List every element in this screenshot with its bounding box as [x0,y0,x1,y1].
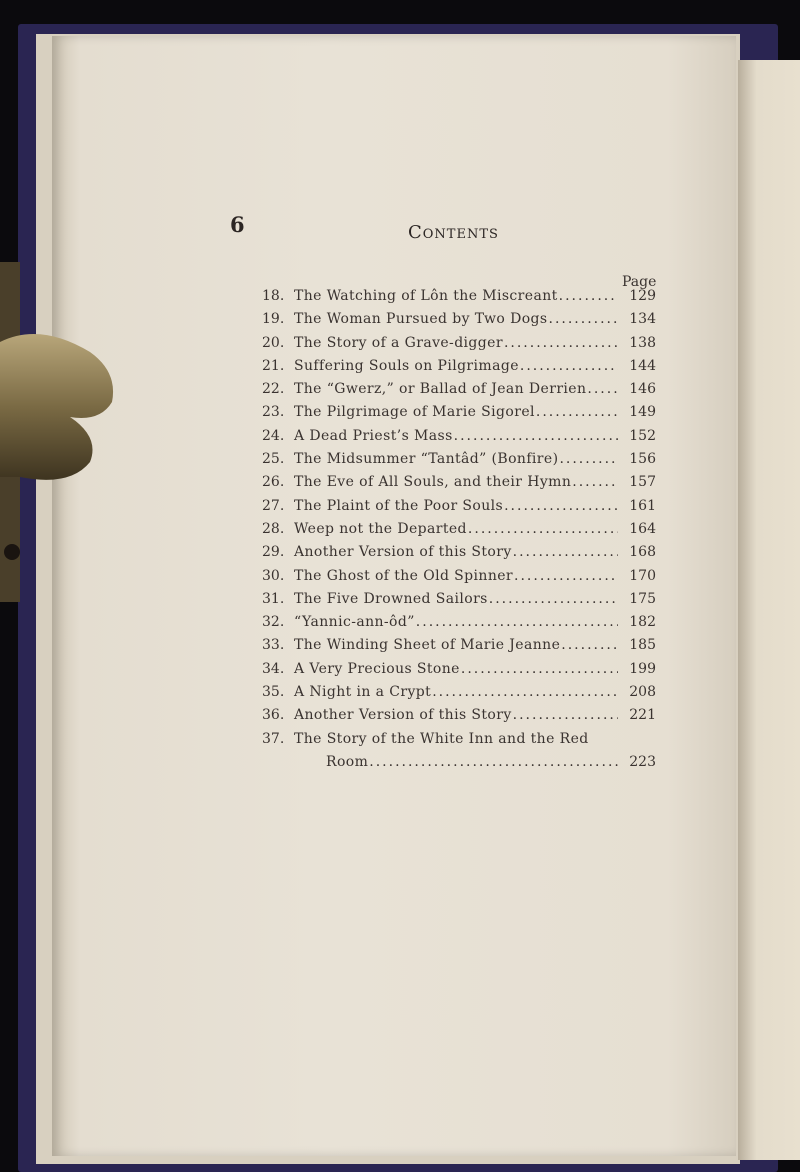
entry-title: Weep not the Departed [294,520,467,537]
toc-entry [262,707,656,730]
table-of-contents [262,288,656,777]
entry-number: 27. [262,497,285,514]
entry-title: Another Version of this Story [294,707,512,724]
dot-leader [514,568,618,584]
entry-page: 134 [629,311,656,328]
dot-leader [489,591,618,607]
entry-title: Another Version of this Story [294,544,512,561]
toc-entry [262,358,656,381]
toc-entry [262,521,656,544]
entry-title: The Plaint of the Poor Souls [294,497,504,514]
entry-title: A Night in a Crypt [294,684,432,701]
dot-leader [559,451,618,467]
dot-leader [468,521,618,537]
dot-leader [504,498,618,514]
entry-page: 144 [629,357,656,374]
entry-page: 129 [629,288,656,304]
entry-title: A Very Precious Stone [294,660,460,677]
entry-page: 182 [629,614,656,631]
entry-number: 30. [262,567,285,584]
entry-page: 157 [629,474,656,491]
entry-page: 164 [629,520,656,537]
toc-entry [262,404,656,427]
dot-leader [416,614,618,630]
dot-leader [432,684,618,700]
entry-title: The “Gwerz,” or Ballad of Jean Derrien [294,381,587,398]
entry-number: 28. [262,520,285,537]
toc-entry-continued [262,754,656,777]
dot-leader [520,358,618,374]
entry-number: 33. [262,637,285,654]
entry-number: 24. [262,427,285,444]
entry-number: 21. [262,357,285,374]
entry-number: 31. [262,590,285,607]
entry-number: 25. [262,451,285,468]
toc-entry [262,335,656,358]
entry-number: 23. [262,404,285,421]
dot-leader [504,335,618,351]
entry-title: The Story of a Grave-digger [294,334,503,351]
toc-entry [262,428,656,451]
entry-number: 34. [262,660,285,677]
toc-entry [262,544,656,567]
toc-entry [262,684,656,707]
toc-entry [262,474,656,497]
toc-entry [262,288,656,311]
dot-leader [559,288,618,304]
entry-title: The Eve of All Souls, and their Hymn [294,474,572,491]
toc-entry [262,311,656,334]
entry-title: Suffering Souls on Pilgrimage [294,357,519,374]
toc-entry [262,498,656,521]
entry-page: 161 [629,497,656,514]
dot-leader [513,544,618,560]
dot-leader [549,311,619,327]
entry-page: 170 [629,567,656,584]
entry-title: The Ghost of the Old Spinner [294,567,514,584]
entry-page: 138 [629,334,656,351]
dot-leader [587,381,618,397]
entry-page: 199 [629,660,656,677]
entry-page: 146 [629,381,656,398]
entry-page: 208 [629,684,656,701]
entry-number: 37. [262,730,285,747]
entry-number: 19. [262,311,285,328]
dot-leader [536,404,618,420]
dot-leader [513,707,618,723]
toc-entry [262,661,656,684]
entry-number: 36. [262,707,285,724]
entry-page: 221 [629,707,656,724]
entry-number: 29. [262,544,285,561]
entry-number: 18. [262,288,285,304]
page-title: Contents [408,222,499,243]
toc-entry [262,591,656,614]
toc-entry [262,451,656,474]
toc-entry [262,637,656,660]
entry-page: 152 [629,427,656,444]
entry-number: 35. [262,684,285,701]
entry-page: 175 [629,590,656,607]
dot-leader [572,474,618,490]
entry-title: The Midsummer “Tantâd” (Bonfire) [294,451,559,468]
entry-title: The Five Drowned Sailors [294,590,488,607]
entry-title-continued: Room [326,753,369,770]
brass-clip-icon [0,262,118,602]
entry-page: 168 [629,544,656,561]
page-number: 6 [230,212,245,237]
entry-number: 32. [262,614,285,631]
toc-entry [262,381,656,404]
entry-title: A Dead Priest’s Mass [294,427,453,444]
entry-title: The Woman Pursued by Two Dogs [294,311,548,328]
entry-title: The Winding Sheet of Marie Jeanne [294,637,561,654]
dot-leader [561,637,618,653]
entry-number: 22. [262,381,285,398]
entry-page: 185 [629,637,656,654]
entry-page: 149 [629,404,656,421]
dot-leader [461,661,618,677]
dot-leader [454,428,618,444]
entry-number: 26. [262,474,285,491]
toc-entry [262,614,656,637]
entry-number: 20. [262,334,285,351]
entry-title: The Watching of Lôn the Miscreant [294,288,558,304]
entry-page: 156 [629,451,656,468]
toc-entry [262,568,656,591]
facing-page-edge [738,60,800,1160]
page-column-label: Page [622,274,657,290]
toc-entry [262,731,656,754]
entry-title: “Yannic-ann-ôd” [294,614,415,631]
dot-leader [369,754,618,770]
entry-title: The Story of the White Inn and the Red [294,730,589,747]
entry-page: 223 [629,753,656,770]
entry-title: The Pilgrimage of Marie Sigorel [294,404,535,421]
